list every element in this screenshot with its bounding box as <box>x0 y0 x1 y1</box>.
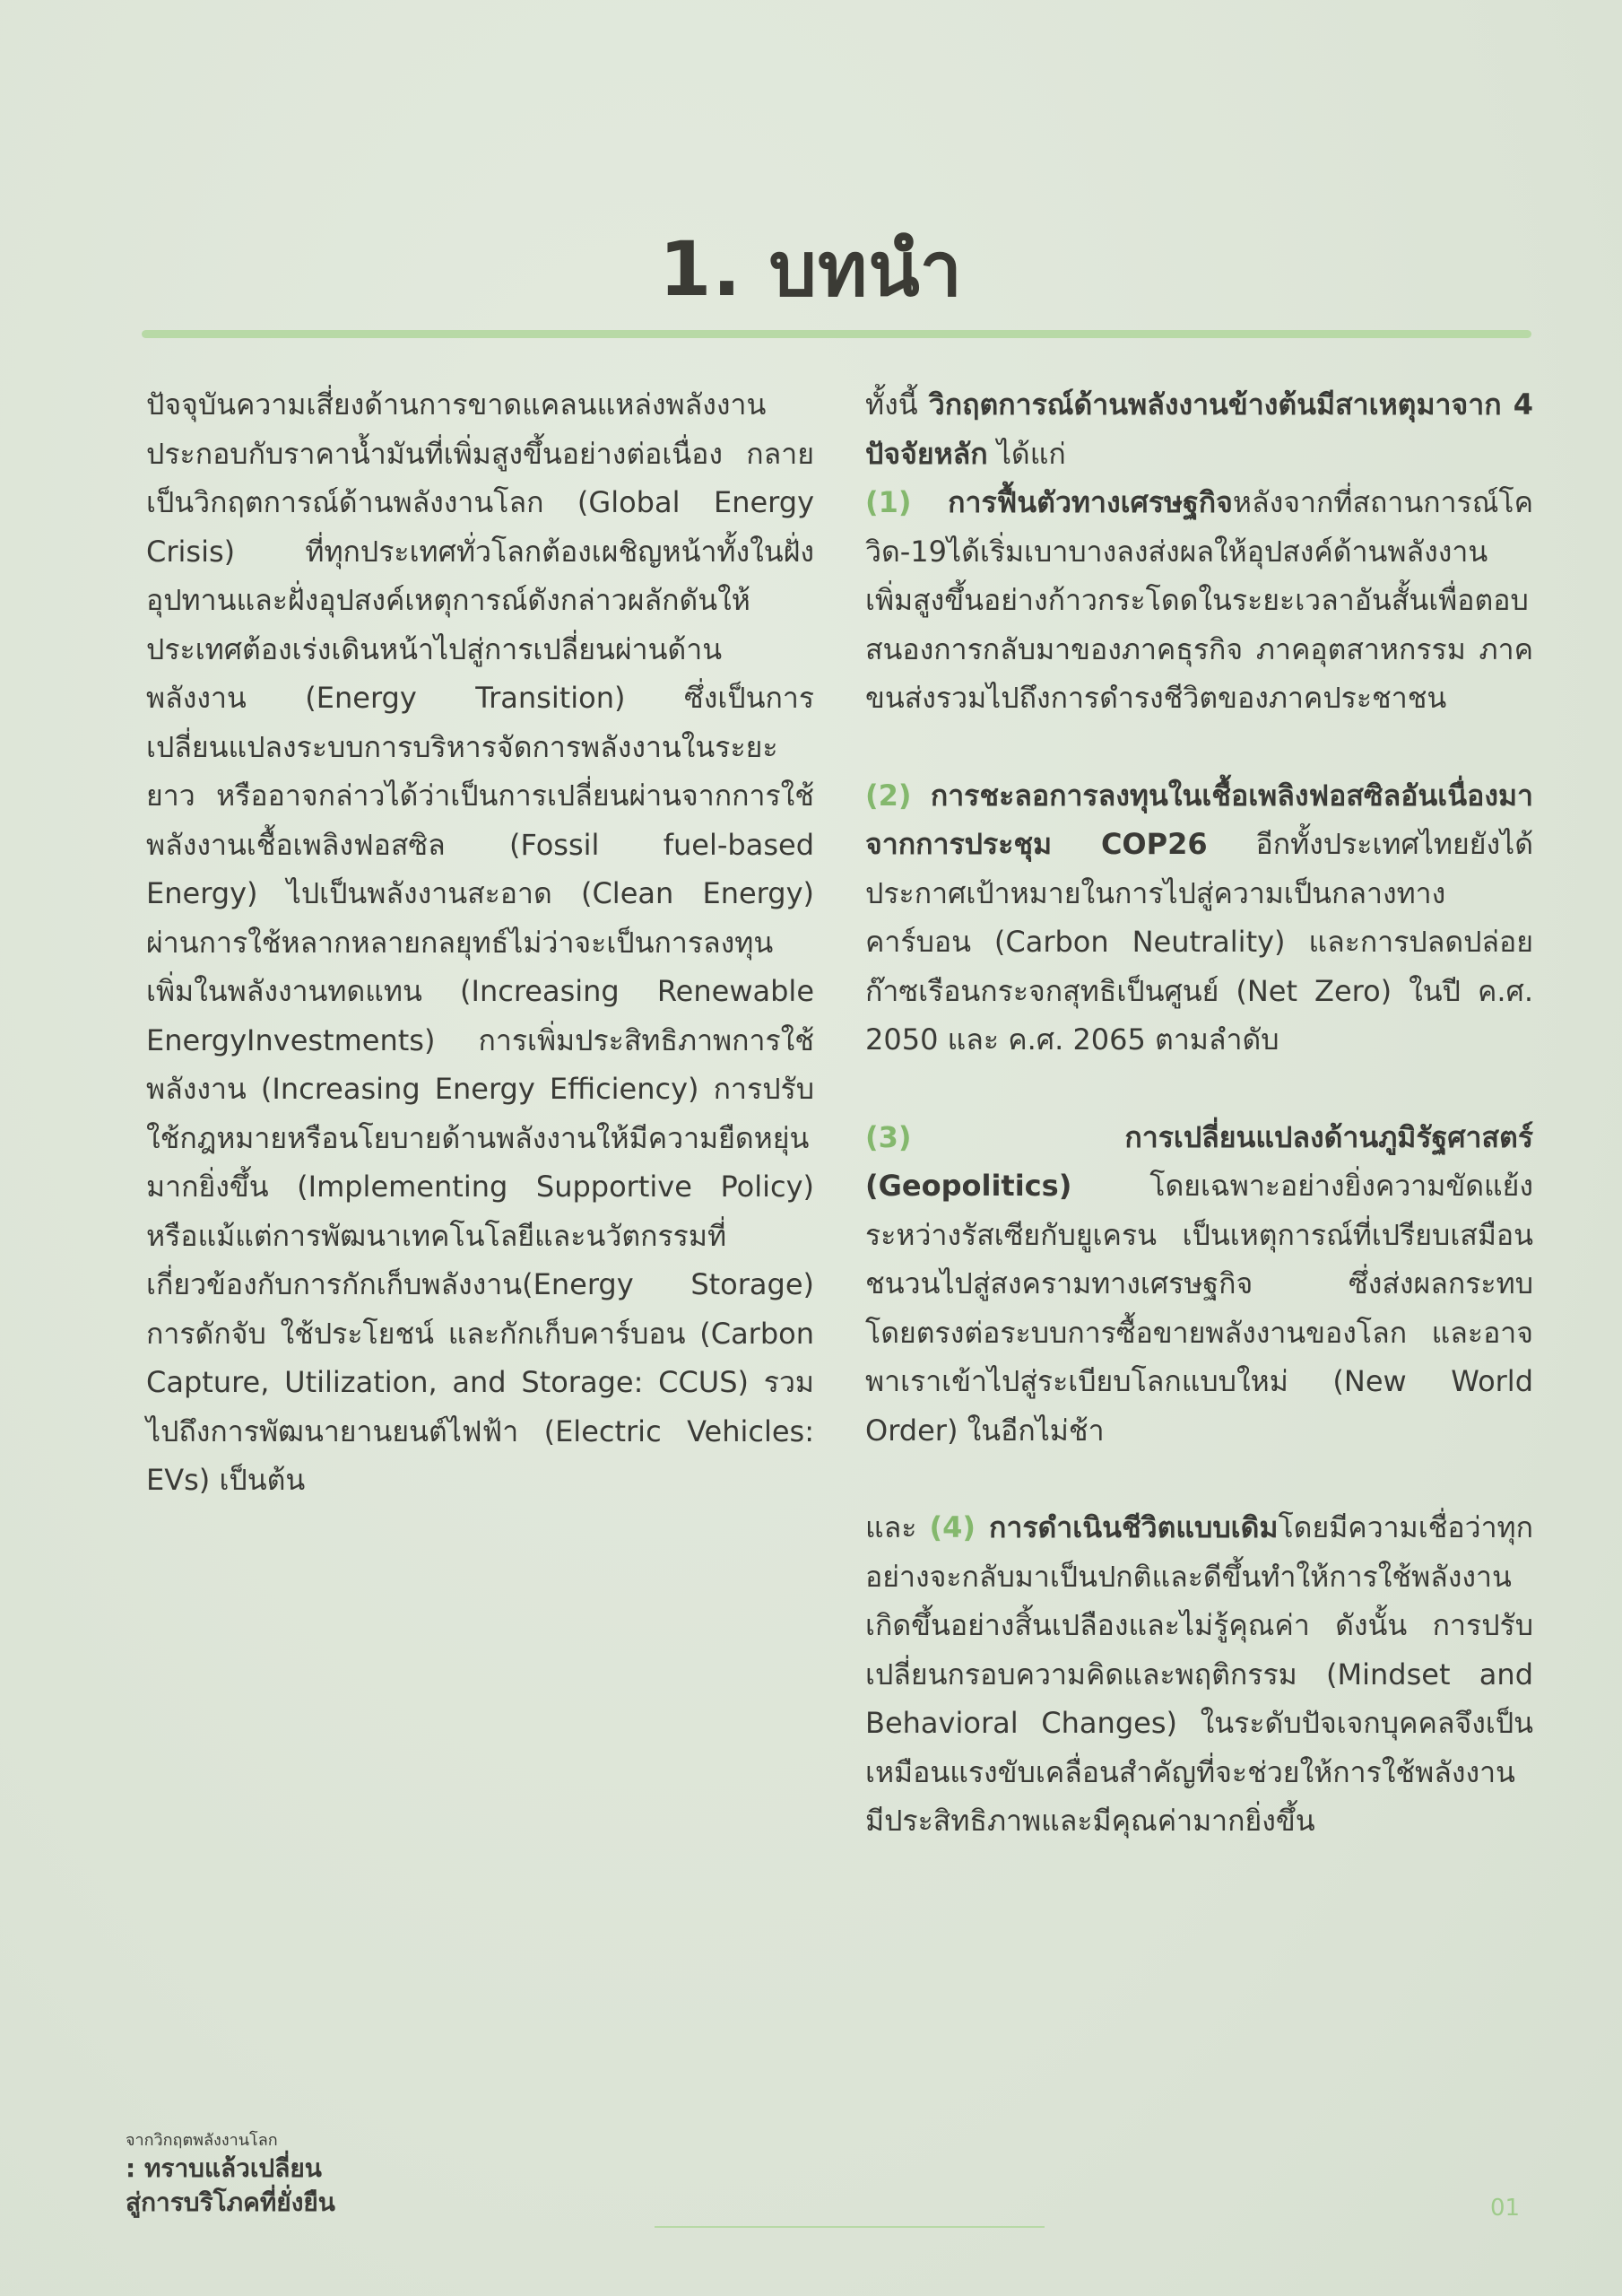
factor-3-text: โดยเฉพาะอย่างยิ่งความขัดแย้งระหว่างรัสเซียกับยูเครน เป็นเหตุการณ์ที่เปรียบเสมือนชนวนไปสู่สงครามทางเศรษฐกิจ ซึ่งส่งผลกระทบโดยตรงต่อระบบการซื้อขายพลังงานของโลก และอาจพาเราเข้าไปสู่ระเบียบโลกแบบใหม่ (New World Order) ในอีกไม่ช้า <box>865 1169 1533 1448</box>
footer-divider <box>655 2226 1045 2228</box>
footer-series-line2: สู่การบริโภคที่ยั่งยืน <box>126 2187 335 2217</box>
factor-3 <box>865 1113 1533 1456</box>
intro-paragraph: ปัจจุบันความเสี่ยงด้านการขาดแคลนแหล่งพลังงานประกอบกับราคาน้ำมันที่เพิ่มสูงขึ้นอย่างต่อเนื่อง กลายเป็นวิกฤตการณ์ด้านพลังงานโลก (Global Energy Crisis) ที่ทุกประเทศทั่วโลกต้องเผชิญหน้าทั้งในฝั่งอุปทานและฝั่งอุปสงค์เหตุการณ์ดังกล่าวผลักดันให้ประเทศต้องเร่งเดินหน้าไปสู่การเปลี่ยนผ่านด้านพลังงาน (Energy Transition) ซึ่งเป็นการเปลี่ยนแปลงระบบการบริหารจัดการพลังงานในระยะยาว หรืออาจกล่าวได้ว่าเป็นการเปลี่ยนผ่านจากการใช้พลังงานเชื้อเพลิงฟอสซิล (Fossil fuel-based Energy) ไปเป็นพลังงานสะอาด (Clean Energy) ผ่านการใช้หลากหลายกลยุทธ์ไม่ว่าจะเป็นการลงทุนเพิ่มในพลังงานทดแทน (Increasing Renewable EnergyInvestments) การเพิ่มประสิทธิภาพการใช้พลังงาน (Increasing Energy Efficiency) การปรับใช้กฎหมายหรือนโยบายด้านพลังงานให้มีความยืดหยุ่นมากยิ่งขึ้น (Implementing Supportive Policy) หรือแม้แต่การพัฒนาเทคโนโลยีและนวัตกรรมที่เกี่ยวข้องกับการกักเก็บพลังงาน(Energy Storage) การดักจับ ใช้ประโยชน์ และกักเก็บคาร์บอน (Carbon Capture, Utilization, and Storage: CCUS) รวมไปถึงการพัฒนายานยนต์ไฟฟ้า (Electric Vehicles: EVs) เป็นต้น <box>146 387 814 1497</box>
causes-intro-pre: ทั้งนี้ <box>865 387 929 422</box>
footer-series-line1: : ทราบแล้วเปลี่ยน <box>126 2153 322 2183</box>
factor-4-lead: และ <box>865 1510 930 1544</box>
title-underline <box>142 330 1531 338</box>
factor-4-text: โดยมีความเชื่อว่าทุกอย่างจะกลับมาเป็นปกติและดีขึ้นทำให้การใช้พลังงานเกิดขึ้นอย่างสิ้นเปลืองและไม่รู้คุณค่า ดังนั้น การปรับเปลี่ยนกรอบความคิดและพฤติกรรม (Mindset and Behavioral Changes) ในระดับปัจเจกบุคคลจึงเป็นเหมือนแรงขับเคลื่อนสำคัญที่จะช่วยให้การใช้พลังงานมีประสิทธิภาพและมีคุณค่ามากยิ่งขึ้น <box>865 1510 1533 1838</box>
causes-intro <box>865 380 1533 478</box>
left-column <box>146 380 814 1505</box>
causes-intro-bold: วิกฤตการณ์ด้านพลังงานข้างต้นมีสาเหตุมาจาก 4 ปัจจัยหลัก <box>865 387 1533 471</box>
factor-3-heading: การเปลี่ยนแปลงด้านภูมิรัฐศาสตร์ (Geopolitics) <box>865 1119 1533 1203</box>
page-number: 01 <box>1490 2195 1521 2222</box>
footer-series-small: จากวิกฤตพลังงานโลก <box>126 2131 278 2150</box>
factor-1 <box>865 478 1533 723</box>
page-title: 1. บทนำ <box>659 225 963 313</box>
factor-2-heading: การชะลอการลงทุนในเชื้อเพลิงฟอสซิลอันเนื่องมาจากการประชุม COP26 <box>865 778 1533 861</box>
right-column <box>865 380 1533 1846</box>
factor-1-text: หลังจากที่สถานการณ์โควิด-19ได้เริ่มเบาบางลงส่งผลให้อุปสงค์ด้านพลังงานเพิ่มสูงขึ้นอย่างก้าวกระโดดในระยะเวลาอันสั้นเพื่อตอบสนองการกลับมาของภาคธุรกิจ ภาคอุตสาหกรรม ภาคขนส่งรวมไปถึงการดำรงชีวิตของภาคประชาชน <box>865 485 1533 715</box>
factor-4-heading: การดำเนินชีวิตแบบเดิม <box>975 1510 1279 1544</box>
factor-4-number: (4) <box>929 1510 976 1544</box>
factor-1-heading: การฟื้นตัวทางเศรษฐกิจ <box>911 485 1233 519</box>
factor-1-number: (1) <box>865 485 912 519</box>
causes-intro-post: ได้แก่ <box>987 436 1066 471</box>
factor-2-number: (2) <box>865 778 912 813</box>
factor-2-text: อีกทั้งประเทศไทยยังได้ประกาศเป้าหมายในการไปสู่ความเป็นกลางทางคาร์บอน (Carbon Neutrality) และการปลดปล่อยก๊าซเรือนกระจกสุทธิเป็นศูนย์ (Net Zero) ในปี ค.ศ. 2050 และ ค.ศ. 2065 ตามลำดับ <box>865 827 1534 1057</box>
factor-2 <box>865 771 1533 1065</box>
factor-3-number: (3) <box>865 1119 912 1154</box>
footer-series-title <box>126 2130 335 2220</box>
factor-4 <box>865 1503 1533 1846</box>
